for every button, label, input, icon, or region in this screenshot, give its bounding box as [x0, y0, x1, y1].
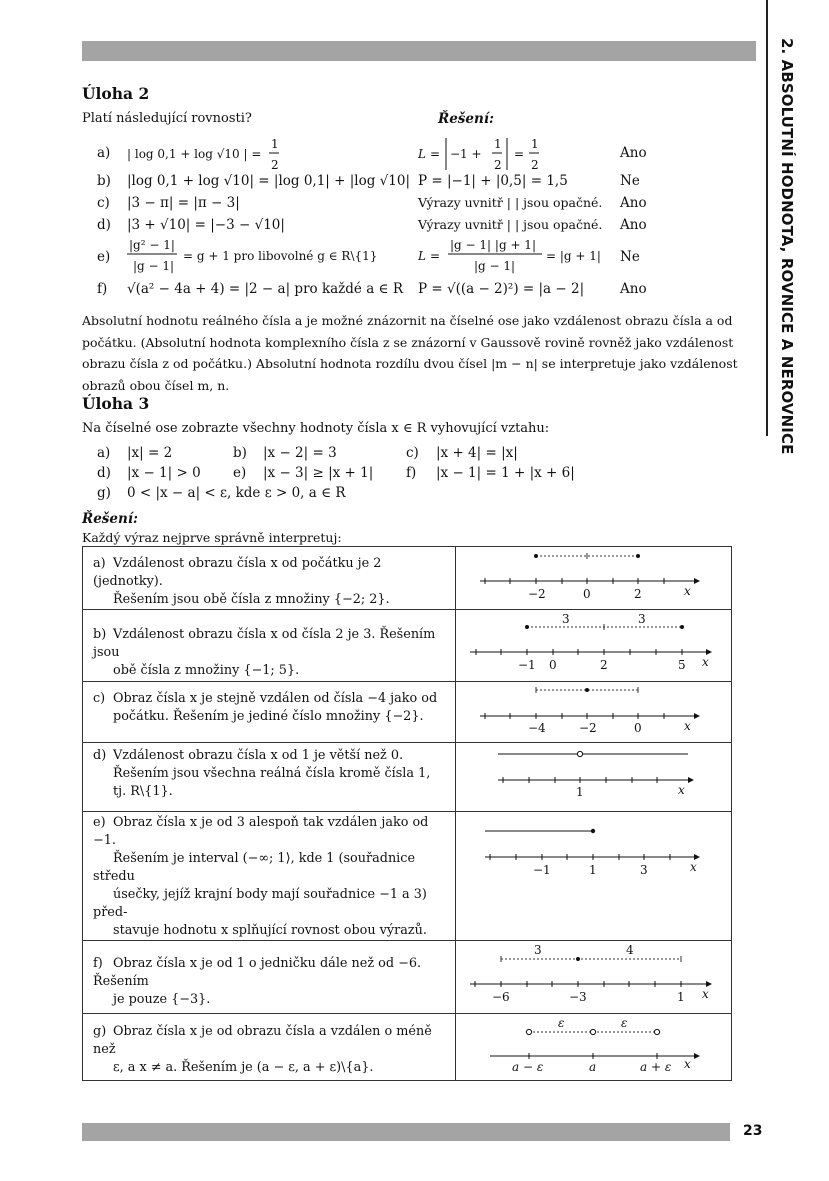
svg-text:−6: −6 — [492, 990, 510, 1004]
svg-text:−1 +: −1 + — [450, 147, 482, 161]
number-line-d — [456, 743, 732, 812]
header-bar — [82, 41, 756, 61]
solution-row-b — [83, 610, 732, 682]
svg-text:1: 1 — [576, 785, 584, 799]
svg-text:5: 5 — [678, 658, 686, 672]
svg-text:0: 0 — [549, 658, 557, 672]
solution-e — [418, 234, 613, 276]
svg-text:=: = — [430, 147, 441, 161]
svg-text:|g − 1|: |g − 1| — [133, 259, 175, 273]
svg-text:x: x — [684, 719, 691, 733]
svg-text:a − ε: a − ε — [512, 1060, 544, 1074]
solution-row-a — [83, 547, 732, 610]
item-label: b) — [233, 445, 247, 461]
solution-text: c) Obraz čísla x je stejně vzdálen od čísla −4 jako od počátku. Řešením je jediné číslo množiny {−2}. — [83, 682, 456, 743]
svg-text:L: L — [418, 147, 426, 161]
svg-text:2: 2 — [531, 158, 539, 172]
svg-text:x: x — [702, 655, 709, 669]
svg-text:0: 0 — [634, 721, 642, 735]
solution — [418, 234, 613, 280]
svg-text:4: 4 — [626, 943, 634, 957]
equation-e — [127, 234, 397, 276]
svg-text:=: = — [514, 147, 525, 161]
item-text: |x + 4| = |x| — [436, 445, 518, 461]
solution: Výrazy uvnitř | | jsou opačné. — [418, 217, 603, 232]
solution-row-d — [83, 743, 732, 812]
task3-question: Na číselné ose zobrazte všechny hodnoty čísla x ∈ R vyhovující vztahu: — [82, 421, 550, 436]
item-label: c) — [406, 445, 419, 461]
number-line-a — [456, 547, 732, 610]
equation: |3 − π| = |π − 3| — [127, 195, 240, 211]
equation — [127, 138, 287, 178]
svg-text:L: L — [418, 249, 426, 263]
row-label: a) — [97, 145, 111, 161]
solution-row-g — [83, 1014, 732, 1081]
svg-text:2: 2 — [634, 587, 642, 601]
task2-paragraph: Absolutní hodnotu reálného čísla a je možné znázornit na číselné ose jako vzdálenost obrazu čísla a od počátku. (Absolutní hodnota komplexního čísla z se znázorní v Gaussově rovině rovněž jako vzdálenost obrazu čísla z od počátku.) Absolutní hodnota rozdílu dvou čísel |m − n| se interpretuje jako vzdálenost obrazů obou čísel m, n. — [82, 313, 738, 393]
row-label: c) — [97, 195, 110, 211]
row-label: f) — [97, 281, 108, 297]
item-text: |x − 1| > 0 — [127, 465, 201, 481]
equation: √(a² − 4a + 4) = |2 − a| pro každé a ∈ R — [127, 281, 403, 297]
svg-text:a: a — [589, 1060, 597, 1074]
solution: P = |−1| + |0,5| = 1,5 — [418, 173, 568, 189]
number-line-c — [456, 682, 732, 743]
item-text: 0 < |x − a| < ε, kde ε > 0, a ∈ R — [127, 485, 346, 501]
svg-text:= g + 1 pro libovolné g ∈ R\{1: = g + 1 pro libovolné g ∈ R\{1} — [183, 249, 378, 263]
svg-text:−2: −2 — [579, 721, 597, 735]
task3-intro: Každý výraz nejprve správně interpretuj: — [82, 530, 342, 545]
row-label: b) — [97, 173, 111, 189]
solution-a — [418, 134, 558, 174]
number-line-e — [456, 812, 732, 941]
svg-text:3: 3 — [534, 943, 542, 957]
number-line-f — [456, 941, 732, 1014]
answer: Ne — [620, 249, 640, 265]
item-label: d) — [97, 465, 111, 481]
task2-title: Úloha 2 — [82, 84, 150, 103]
svg-text:x: x — [702, 987, 709, 1001]
svg-text:1: 1 — [494, 137, 502, 151]
answer: Ano — [620, 195, 647, 211]
row-label: e) — [97, 249, 111, 265]
svg-text:|g − 1| |g + 1|: |g − 1| |g + 1| — [450, 238, 536, 252]
svg-text:| log 0,1 + log √10 | =: | log 0,1 + log √10 | = — [127, 147, 262, 161]
item-label: e) — [233, 465, 247, 481]
svg-text:ε: ε — [558, 1016, 565, 1030]
item-text: |x − 1| = 1 + |x + 6| — [436, 465, 575, 481]
svg-text:= |g + 1|: = |g + 1| — [546, 249, 601, 263]
svg-text:−4: −4 — [528, 721, 546, 735]
svg-text:2: 2 — [494, 158, 502, 172]
svg-text:x: x — [678, 783, 685, 797]
footer-bar — [82, 1123, 730, 1141]
svg-text:=: = — [430, 249, 441, 263]
svg-text:2: 2 — [271, 158, 279, 172]
solution-text: d) Vzdálenost obrazu čísla x od 1 je větší než 0. Řešením jsou všechna reálná čísla kromě čísla 1, tj. R\{1}. — [83, 743, 456, 812]
svg-text:|g² − 1|: |g² − 1| — [129, 238, 175, 252]
svg-text:−2: −2 — [528, 587, 546, 601]
svg-text:−1: −1 — [518, 658, 536, 672]
task2-solution-label: Řešení: — [438, 111, 494, 127]
chapter-title: 2. ABSOLUTNÍ HODNOTA, ROVNICE A NEROVNICE — [778, 38, 796, 455]
svg-text:x: x — [684, 1057, 691, 1071]
item-label: f) — [406, 465, 417, 481]
svg-text:−3: −3 — [569, 990, 587, 1004]
svg-text:|g − 1|: |g − 1| — [474, 259, 516, 273]
solution-text: b) Vzdálenost obrazu čísla x od čísla 2 je 3. Řešením jsou obě čísla z množiny {−1; 5}. — [83, 610, 456, 682]
answer: Ano — [620, 217, 647, 233]
solution — [418, 134, 558, 178]
svg-text:3: 3 — [562, 612, 570, 626]
solution-text: a) Vzdálenost obrazu čísla x od počátku je 2 (jednotky). Řešením jsou obě čísla z množiny {−2; 2}. — [83, 547, 456, 610]
task2-question: Platí následující rovnosti? — [82, 111, 252, 126]
page-number: 23 — [743, 1123, 763, 1139]
row-label: d) — [97, 217, 111, 233]
svg-text:a + ε: a + ε — [640, 1060, 672, 1074]
svg-text:3: 3 — [640, 863, 648, 877]
equation: |3 + √10| = |−3 − √10| — [127, 217, 285, 233]
number-line-b — [456, 610, 732, 682]
task3-title: Úloha 3 — [82, 394, 150, 413]
svg-text:x: x — [690, 860, 697, 874]
equation-a — [127, 138, 287, 174]
svg-text:1: 1 — [531, 137, 539, 151]
svg-text:0: 0 — [583, 587, 591, 601]
solutions-table — [82, 546, 732, 1081]
side-rule — [766, 0, 768, 436]
solution-text: g) Obraz čísla x je od obrazu čísla a vzdálen o méně než ε, a x ≠ a. Řešením je (a − ε, a + ε)\{a}. — [83, 1014, 456, 1081]
answer: Ano — [620, 281, 647, 297]
item-text: |x| = 2 — [127, 445, 173, 461]
svg-text:2: 2 — [600, 658, 608, 672]
item-text: |x − 2| = 3 — [263, 445, 337, 461]
item-label: a) — [97, 445, 111, 461]
svg-text:1: 1 — [589, 863, 597, 877]
answer: Ne — [620, 173, 640, 189]
svg-text:1: 1 — [271, 138, 279, 151]
solution: P = √((a − 2)²) = |a − 2| — [418, 281, 585, 297]
solution-row-e — [83, 812, 732, 941]
solution-row-c — [83, 682, 732, 743]
item-text: |x − 3| ≥ |x + 1| — [263, 465, 374, 481]
solution-row-f — [83, 941, 732, 1014]
svg-text:−1: −1 — [533, 863, 551, 877]
svg-text:x: x — [684, 584, 691, 598]
equation — [127, 234, 397, 280]
solution: Výrazy uvnitř | | jsou opačné. — [418, 195, 603, 210]
svg-text:1: 1 — [677, 990, 685, 1004]
answer: Ano — [620, 145, 647, 161]
task3-solution-label: Řešení: — [82, 511, 138, 527]
svg-text:3: 3 — [638, 612, 646, 626]
solution-text: f) Obraz čísla x je od 1 o jedničku dále než od −6. Řešením je pouze {−3}. — [83, 941, 456, 1014]
equation: |log 0,1 + log √10| = |log 0,1| + |log √10| — [127, 173, 410, 189]
item-label: g) — [97, 485, 111, 501]
solution-text: e) Obraz čísla x je od 3 alespoň tak vzdálen jako od −1. Řešením je interval (−∞; 1⟩, kde 1 (souřadnice středu úsečky, jejíž krajní body mají souřadnice −1 a 3) před- stavuje hodnotu x splňující rovnost obou výrazů. — [83, 812, 456, 941]
number-line-g — [456, 1014, 732, 1081]
svg-text:ε: ε — [621, 1016, 628, 1030]
